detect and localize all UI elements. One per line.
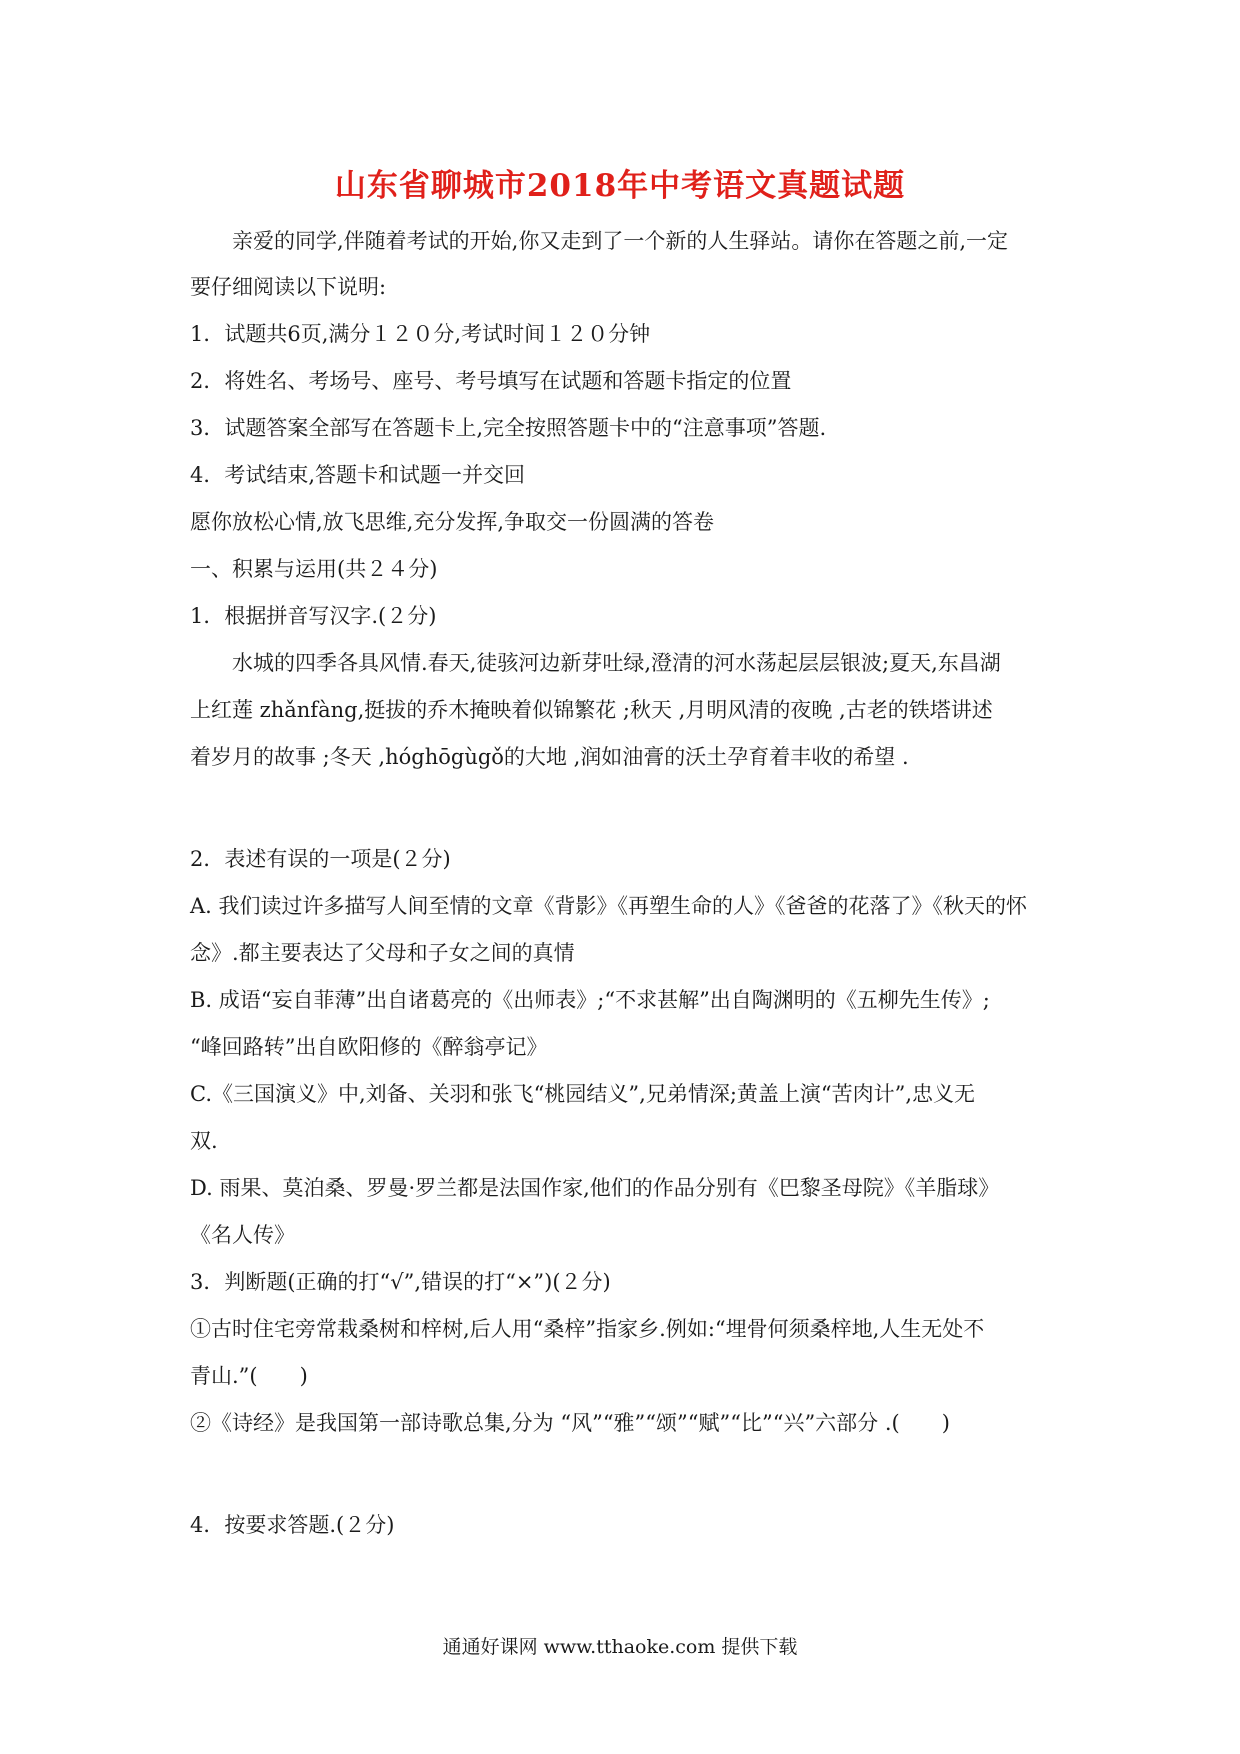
page-footer: 通通好课网 www.tthaoke.com 提供下载 [442,1636,798,1658]
intro-paragraph-line: 亲爱的同学,伴随着考试的开始,你又走到了一个新的人生驿站。请你在答题之前,一定 [232,229,1009,253]
question-1-passage-line: 水城的四季各具风情.春天,徒骇河边新芽吐绿,澄清的河水荡起层层银波;夏天,东昌湖 [232,651,1001,675]
question-3-item-line: ①古时住宅旁常栽桑树和梓树,后人用“桑梓”指家乡.例如:“埋骨何须桑梓地,人生无处不 [190,1317,985,1341]
question-2-option-line: 念》.都主要表达了父母和子女之间的真情 [190,941,575,965]
question-2-option-line: 《名人传》 [190,1223,295,1247]
question-2-stem: 2．表述有误的一项是(２分) [190,847,451,871]
question-2-option-line: C.《三国演义》中,刘备、关羽和张飞“桃园结义”,兄弟情深;黄盖上演“苦肉计”,忠义无 [190,1082,976,1106]
question-1-passage-line: 上红莲 zhǎnfàng,挺拔的乔木掩映着似锦繁花 ;秋天 ,月明风清的夜晚 ,古老的铁塔讲述 [190,698,993,722]
question-3-item-line: ②《诗经》是我国第一部诗歌总集,分为 “风”“雅”“颂”“赋”“比”“兴”六部分 .( ) [190,1411,950,1435]
question-2-option-line: 双. [190,1129,218,1153]
question-3-item-line: 青山.”( ) [190,1364,308,1388]
instruction-item: 1．试题共6页,满分１２０分,考试时间１２０分钟 [190,322,651,346]
instruction-item: 4．考试结束,答题卡和试题一并交回 [190,463,526,487]
question-2-option-line: B. 成语“妄自菲薄”出自诸葛亮的《出师表》;“不求甚解”出自陶渊明的《五柳先生传》; [190,988,990,1012]
section-heading: 一、积累与运用(共２４分) [190,557,438,581]
question-1-stem: 1．根据拼音写汉字.(２分) [190,604,437,628]
question-2-option-line: A. 我们读过许多描写人间至情的文章《背影》《再塑生命的人》《爸爸的花落了》《秋天的怀 [190,894,1028,918]
wish-text: 愿你放松心情,放飞思维,充分发挥,争取交一份圆满的答卷 [190,510,715,534]
page-title: 山东省聊城市2018年中考语文真题试题 [334,168,906,204]
question-2-option-line: D. 雨果、莫泊桑、罗曼·罗兰都是法国作家,他们的作品分别有《巴黎圣母院》《羊脂球》 [190,1176,1000,1200]
question-3-stem: 3．判断题(正确的打“√”,错误的打“×”)(２分) [190,1270,611,1294]
question-2-option-line: “峰回路转”出自欧阳修的《醉翁亭记》 [190,1035,548,1059]
question-1-passage-line: 着岁月的故事 ;冬天 ,hóghōgùgǒ的大地 ,润如油膏的沃土孕育着丰收的希望 . [190,745,909,769]
intro-paragraph-line: 要仔细阅读以下说明: [190,275,387,299]
question-4-stem: 4．按要求答题.(２分) [190,1513,395,1537]
instruction-item: 2．将姓名、考场号、座号、考号填写在试题和答题卡指定的位置 [190,369,792,393]
instruction-item: 3．试题答案全部写在答题卡上,完全按照答题卡中的“注意事项”答题. [190,416,827,440]
